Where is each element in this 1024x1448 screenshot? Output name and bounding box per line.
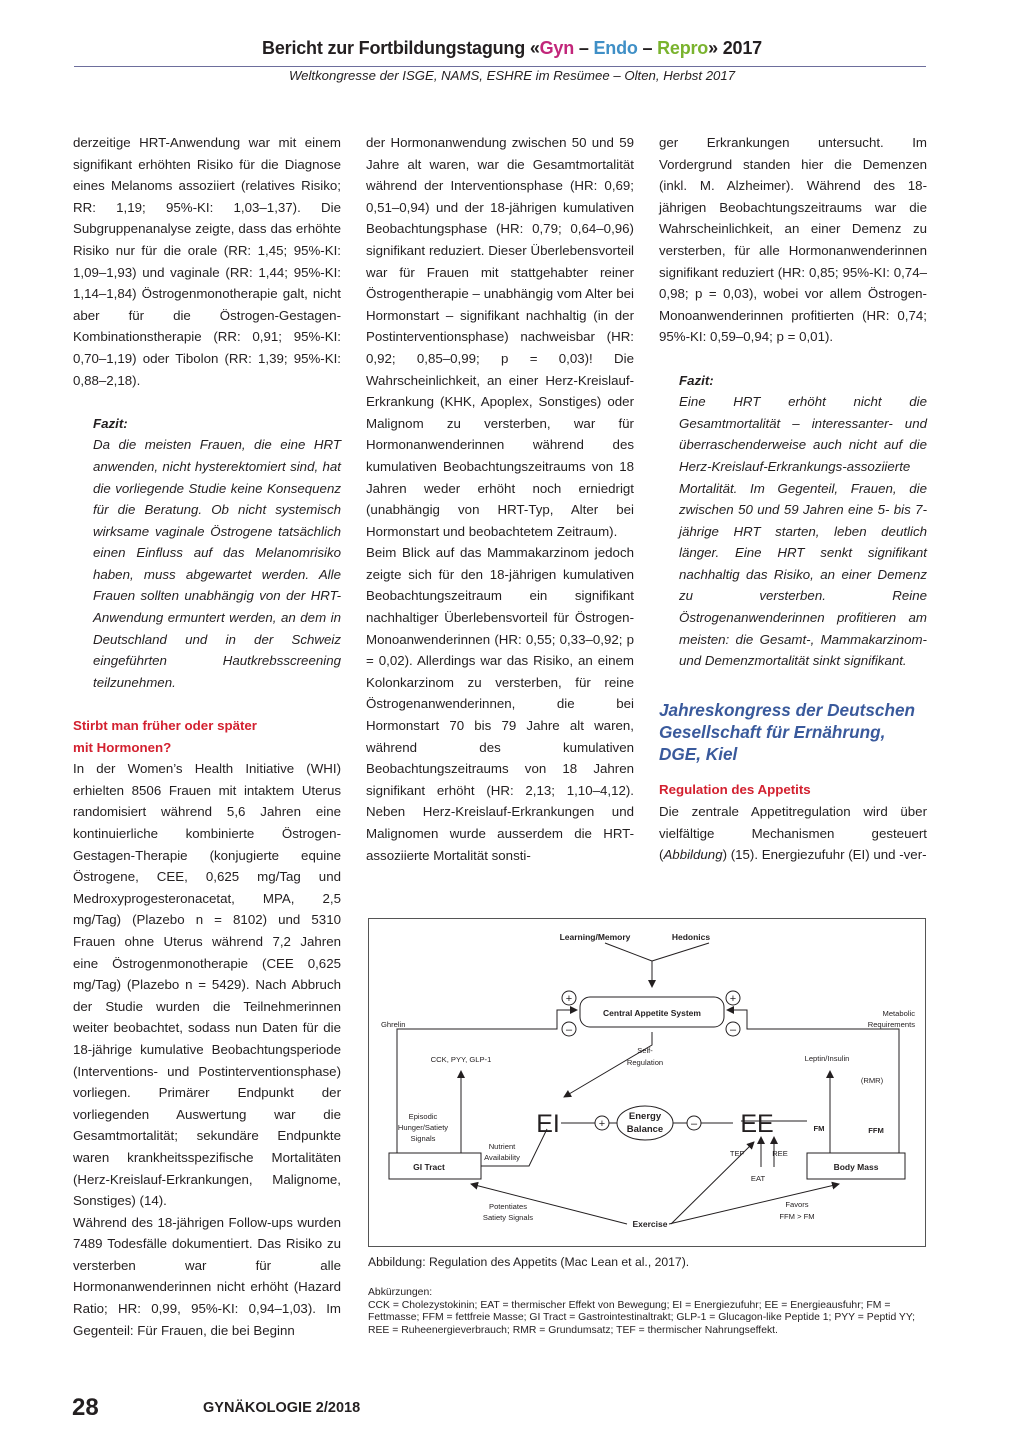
fig-exercise: Exercise [632,1219,668,1229]
fig-ei: EI [536,1110,560,1138]
fig-rmr: (RMR) [860,1076,884,1085]
appetite-diagram [369,919,925,1246]
fig-ffm: FFM [868,1126,884,1135]
fazit-text: Da die meisten Frauen, die eine HRT anwenden, nicht hysterektomiert sind, hat die vorliegende Studie keine Konsequenz für die Beratung. Ob nicht systemisch wirksame vaginale Östrogene tatsächlich einen Einfluss auf das Melanomrisiko haben, muss abgewartet werden. Alle Frauen sollten unabhängig von der HRT-Anwendung ermuntert werden, an dem in Deutschland und in der Schweiz eingeführten Hautkrebsscreening teilzunehmen. [93,437,341,690]
text-run-italic: Abbildung [663,847,723,863]
fig-central-appetite: Central Appetite System [603,1008,701,1018]
fig-minus: – [729,1024,737,1036]
fig-hedonics: Hedonics [671,932,711,942]
paragraph: ger Erkrankungen untersucht. Im Vordergrund standen hier die Demenzen (inkl. M. Alzheimer). Während des 18-jährigen Beobachtungszeitraums war die Wahrscheinlichkeit, an einer Demenz zu versterben, für alle Hormonanwenderinnen signifikant reduziert (HR: 0,85; 95%-KI: 0,74–0,98; p = 0,03), wobei vor allem Östrogen-Monoanwenderinnen profitierten (HR: 0,74; 95%-KI: 0,59–0,94; p = 0,01). [659,135,927,345]
header-title-suffix: » 2017 [708,38,762,58]
paragraph: Beim Blick auf das Mammakarzinom jedoch zeigte sich für den 18-jährigen kumulativen Beobachtungszeitraum ein signifikant nachhaltiger Überlebensvorteil für Östrogen-Monoanwenderinnen (HR: 0,55; 0,33–0,92; p = 0,02). Allerdings war das Risiko, an einem Kolonkarzinom zu versterben, für reine Östrogenanwenderinnen, die bei Hormonstart 70 bis 79 Jahre alt waren, während des kumulativen Beobachtungszeitraums von 18 Jahren signifikant erhöht (HR: 2,13; 1,10–4,12). Neben Herz-Kreislauf-Erkrankungen und Malignomen wurde ausserdem die HRT-assoziierte Mortalität sonsti- [366,545,634,863]
figure-caption: Abbildung: Regulation des Appetits (Mac Lean et al., 2017). [368,1255,690,1269]
fig-eat: EAT [750,1174,766,1183]
fazit-heading: Fazit: [93,415,128,431]
paragraph [659,801,927,866]
fig-ee: EE [740,1110,774,1138]
fig-ghrelin: Ghrelin [381,1020,406,1029]
header-dash: – [637,38,658,58]
fig-plus: + [729,993,737,1005]
fig-gi-tract: GI Tract [413,1162,445,1172]
header-title [0,38,1024,59]
fazit-heading: Fazit: [679,372,714,388]
fig-signals: Signals [410,1134,436,1143]
fig-learning-memory: Learning/Memory [559,932,631,942]
fig-minus: – [565,1024,573,1036]
fig-metabolic: Metabolic [882,1009,915,1018]
fig-cck: CCK, PYY, GLP-1 [430,1055,492,1064]
subheading-line: mit Hormonen? [73,739,172,755]
fig-nutrient: Nutrient [488,1142,516,1151]
fig-self: Self- [637,1046,653,1055]
fig-ree: REE [772,1149,788,1158]
subheading [73,715,341,758]
fig-plus: + [565,993,573,1005]
fig-episodic: Episodic [408,1112,438,1121]
paragraph: der Hormonanwendung zwischen 50 und 59 Jahre alt waren, war die Gesamtmortalität während der Interventionsphase (HR: 0,69; 0,51–0,94) und der 18-jährigen kumulativen Beobachtungsphase (HR: 0,79; 0,64–0,96) signifikant reduziert. Dieser Überlebensvorteil war für Frauen mit stattgehabter reiner Östrogentherapie – unabhängig vom Alter bei Hormonstart – signifikant nachhaltig (in der Postinterventionsphase) nachweisbar (HR: 0,92; 0,85–0,99; p = 0,03)! Die Wahrscheinlichkeit, an einer Herz-Kreislauf-Erkrankung (KHK, Apoplex, Sonstiges) oder Malignom zu versterben, war für Hormonanwenderinnen während des kumulativen Beobachtungszeitraums von 18 Jahren weder erhöht noch erniedrigt (unabhängig von HRT-Typ, Alter bei Hormonstart und beobachtetem Zeitraum). [366,135,634,539]
fig-potentiates: Potentiates [489,1202,527,1211]
fig-availability: Availability [484,1153,520,1162]
header-dash: – [574,38,594,58]
header-gyn: Gyn [539,38,575,58]
subheading: Regulation des Appetits [659,782,811,798]
section-heading: Jahreskongress der Deutschen Gesellschaft für Ernährung, DGE, Kiel [659,700,916,765]
fazit-box [659,370,927,672]
header-title-prefix: Bericht zur Fortbildungstagung « [262,38,540,58]
fig-minus: – [690,1118,698,1130]
fig-body-mass: Body Mass [833,1162,879,1172]
abbreviations [368,1287,928,1337]
fig-plus: + [598,1118,606,1130]
running-header [0,38,1024,83]
fig-satiety-signals: Satiety Signals [482,1213,534,1222]
fig-tef: TEF [729,1149,745,1158]
fig-regulation: Regulation [626,1058,664,1067]
abbreviations-heading: Abkürzungen: [368,1287,433,1298]
column-1 [73,132,341,1341]
fig-ffm-fm: FFM > FM [779,1212,815,1221]
text-run: Die zentrale Appetitregulation wird über vielfältige Mechanismen gesteuert ( [659,804,927,863]
journal-issue: GYNÄKOLOGIE 2/2018 [203,1400,361,1416]
header-repro: Repro [657,38,709,58]
column-2 [366,132,634,866]
text-run: ) (15). Energiezufuhr (EI) und -ver- [722,847,927,863]
paragraph: derzeitige HRT-Anwendung war mit einem signifikant erhöhten Risiko für die Diagnose eines Melanoms assoziiert (relatives Risiko; RR: 1,19; 95%-KI: 1,03–1,37). Die Subgruppenanalyse zeigte, dass das erhöhte Risiko nur für die orale (RR: 1,45; 95%-KI: 1,09–1,93) und vaginale (RR: 1,44; 95%-KI: 1,14–1,84) Östrogenmonotherapie galt, nicht aber für die Östrogen-Gestagen-Kombinationstherapie (RR: 0,91; 95%-KI: 0,70–1,19) oder Tibolon (RR: 1,39; 95%-KI: 0,88–2,18). [73,135,341,388]
paragraph: In der Women’s Health Initiative (WHI) erhielten 8506 Frauen mit intaktem Uterus randomisiert während 5,6 Jahren eine kontinuierliche kombinierte Östrogen-Gestagen-Therapie (konjugierte equine Östrogene, CEE, 0,625 mg/Tag und Medroxyprogesteronacetat, MPA, 2,5 mg/Tag) (Plazebo n = 8102) und 5310 Frauen ohne Uterus während 7,2 Jahren eine Östrogenmonotherapie (CEE 0,625 mg/Tag) (Plazebo n = 5429). Nach Abbruch der Studie wurden die Teilnehmerinnen weiter beobachtet, sodass nun Daten für die 18-jährige kumulative Beobachtungsperiode (Interventions- und Postinterventionsphase) vorliegen. Primärer Endpunkt der vorliegenden Auswertung war die Gesamtmortalität; sekundäre Endpunkte waren krankheitsspezifische Mortalitäten (Herz-Kreislauf-Erkrankungen, Malignome, Sonstiges) (14). [73,761,341,1209]
fig-leptin: Leptin/Insulin [804,1054,850,1063]
fig-fm: FM [813,1124,825,1133]
header-subtitle: Weltkongresse der ISGE, NAMS, ESHRE im Resümee – Olten, Herbst 2017 [288,68,736,83]
fig-hunger-satiety: Hunger/Satiety [397,1123,449,1132]
paragraph: Während des 18-jährigen Follow-ups wurden 7489 Todesfälle dokumentiert. Das Risiko zu versterben war für alle Hormonanwenderinnen nicht erhöht (Hazard Ratio; HR: 0,99, 95%-KI: 0,94–1,03). Im Gegenteil: Für Frauen, die bei Beginn [73,1214,341,1338]
fazit-text: Eine HRT erhöht nicht die Gesamtmortalität – interessanter- und überraschenderweise auch nicht auf die Herz-Kreislauf-Erkrankungs-assoziierte Mortalität. Im Gegenteil, Frauen, die zwischen 50 und 59 Jahren eine 5- bis 7-jährige HRT starten, leben deutlich länger. Eine HRT senkt signifikant nachhaltig das Risiko, an einer Demenz zu versterben. Reine Östrogenanwenderinnen profitieren am meisten: die Gesamt-, Mammakarzinom- und Demenzmortalität sinkt signifikant. [679,394,927,669]
header-rule [74,66,926,67]
fig-favors: Favors [785,1200,809,1209]
fig-requirements: Requirements [867,1020,915,1029]
header-endo: Endo [593,38,638,58]
figure-appetite-regulation [368,918,926,1247]
fig-balance: Balance [626,1124,664,1135]
column-3 [659,132,927,866]
subheading-line: Stirbt man früher oder später [73,718,257,734]
page-number: 28 [72,1394,99,1421]
abbreviations-text: CCK = Cholezystokinin; EAT = thermischer Effekt von Bewegung; EI = Energiezufuhr; EE = Energieausfuhr; FM = Fettmasse; FFM = fettfreie Masse; GI Tract = Gastrointestinaltrakt; GLP-1 = Glucagon-like Peptide 1; PYY = Peptid YY; REE = Ruheenergieverbrauch; RMR = Grundumsatz; TEF = thermischer Nahrungseffekt. [368,1299,915,1336]
fazit-box [73,413,341,694]
fig-energy: Energy [628,1111,662,1122]
